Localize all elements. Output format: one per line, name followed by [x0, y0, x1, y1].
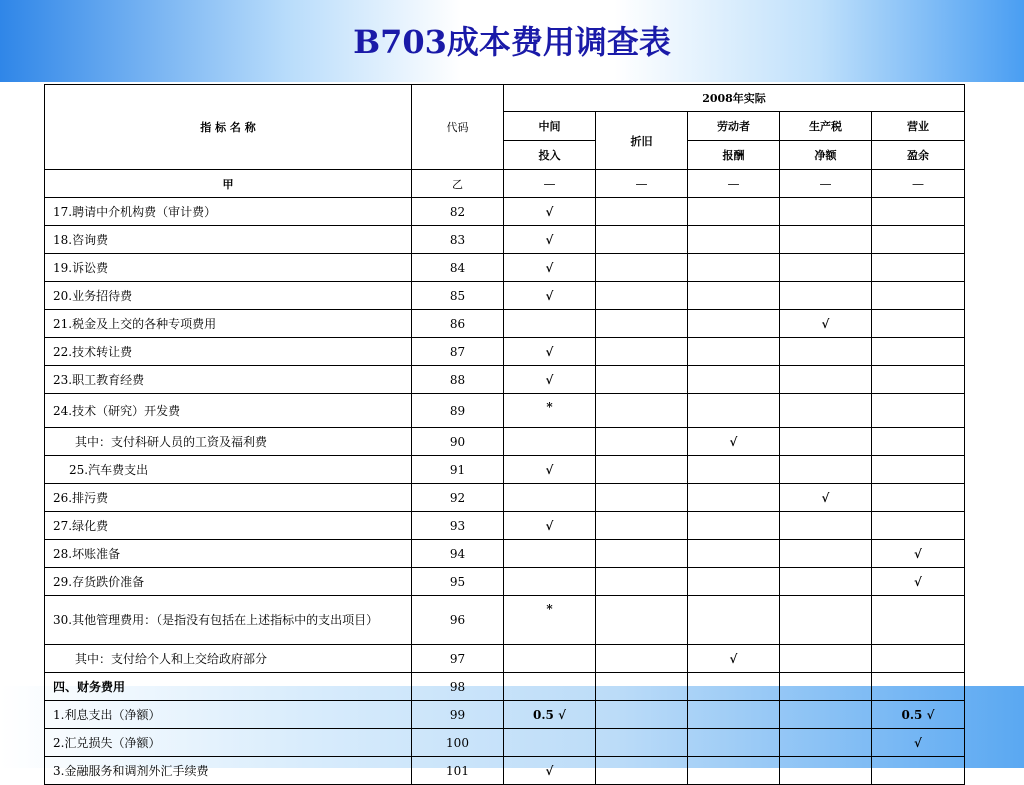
row-code: 92: [412, 484, 504, 512]
row-value-col-1: √: [504, 338, 596, 366]
header-col-1-line1: 中间: [504, 112, 596, 141]
table-row: [45, 198, 965, 226]
table-row: [45, 254, 965, 282]
sub-header-code: 乙: [412, 170, 504, 198]
row-value-col-2: [596, 512, 688, 540]
row-value-col-4: [780, 226, 872, 254]
row-value-col-3: [688, 729, 780, 757]
row-code: 84: [412, 254, 504, 282]
sub-header-row: [45, 170, 965, 198]
row-value-col-2: [596, 226, 688, 254]
table-row: [45, 226, 965, 254]
row-value-col-5: [872, 428, 965, 456]
row-name: 其中：支付科研人员的工资及福利费: [45, 428, 412, 456]
row-value-col-5: [872, 484, 965, 512]
sub-header-dash: —: [504, 170, 596, 198]
row-value-col-3: [688, 338, 780, 366]
table-row: [45, 673, 965, 701]
sub-header-dash: —: [780, 170, 872, 198]
table-row: [45, 757, 965, 785]
header-col-1-line2: 投入: [504, 141, 596, 170]
row-value-col-2: [596, 428, 688, 456]
row-value-col-1: √: [504, 512, 596, 540]
row-value-col-1: √: [504, 226, 596, 254]
row-value-col-5: [872, 456, 965, 484]
row-value-col-1: √: [504, 254, 596, 282]
row-code: 101: [412, 757, 504, 785]
row-value-col-5: [872, 673, 965, 701]
row-value-col-3: [688, 512, 780, 540]
table-row: [45, 729, 965, 757]
row-value-col-5: [872, 198, 965, 226]
row-name: 四、财务费用: [45, 673, 412, 701]
row-name: 2.汇兑损失（净额）: [45, 729, 412, 757]
header-col-4-line2: 净额: [780, 141, 872, 170]
row-name: 18.咨询费: [45, 226, 412, 254]
table-row: [45, 428, 965, 456]
row-name: 3.金融服务和调剂外汇手续费: [45, 757, 412, 785]
row-value-col-5: [872, 394, 965, 428]
row-value-col-3: [688, 394, 780, 428]
row-value-col-4: [780, 729, 872, 757]
row-code: 88: [412, 366, 504, 394]
row-value-col-4: [780, 757, 872, 785]
table-row: [45, 540, 965, 568]
row-value-col-3: √: [688, 645, 780, 673]
row-value-col-2: [596, 701, 688, 729]
row-value-col-2: [596, 484, 688, 512]
row-value-col-5: √: [872, 729, 965, 757]
row-value-col-2: [596, 310, 688, 338]
table-row: [45, 568, 965, 596]
header-col-3-line2: 报酬: [688, 141, 780, 170]
row-value-col-5: 0.5 √: [872, 701, 965, 729]
row-name: 30.其他管理费用：（是指没有包括在上述指标中的支出项目）: [45, 596, 412, 645]
table-row: [45, 701, 965, 729]
table-row: [45, 456, 965, 484]
row-value-col-5: [872, 757, 965, 785]
row-code: 87: [412, 338, 504, 366]
row-code: 93: [412, 512, 504, 540]
row-name: 19.诉讼费: [45, 254, 412, 282]
row-value-col-4: [780, 338, 872, 366]
sub-header-dash: —: [872, 170, 965, 198]
row-value-col-3: [688, 757, 780, 785]
row-value-col-2: [596, 366, 688, 394]
row-value-col-2: [596, 282, 688, 310]
row-value-col-3: [688, 701, 780, 729]
table-row: [45, 394, 965, 428]
header-row-1: [45, 85, 965, 112]
row-value-col-1: [504, 484, 596, 512]
row-value-col-3: [688, 484, 780, 512]
row-value-col-4: [780, 512, 872, 540]
row-value-col-4: [780, 456, 872, 484]
sub-header-dash: —: [596, 170, 688, 198]
row-value-col-2: [596, 568, 688, 596]
row-value-col-2: [596, 254, 688, 282]
row-name: 17.聘请中介机构费（审计费）: [45, 198, 412, 226]
row-value-col-4: [780, 673, 872, 701]
row-value-col-3: [688, 310, 780, 338]
row-value-col-3: [688, 673, 780, 701]
row-name: 27.绿化费: [45, 512, 412, 540]
row-value-col-4: [780, 596, 872, 645]
row-name: 22.技术转让费: [45, 338, 412, 366]
row-value-col-2: [596, 673, 688, 701]
row-name: 23.职工教育经费: [45, 366, 412, 394]
row-code: 85: [412, 282, 504, 310]
row-value-col-2: [596, 456, 688, 484]
row-value-col-3: [688, 254, 780, 282]
row-value-col-5: √: [872, 540, 965, 568]
row-value-col-1: [504, 673, 596, 701]
row-code: 100: [412, 729, 504, 757]
row-value-col-5: [872, 645, 965, 673]
row-value-col-5: [872, 366, 965, 394]
row-value-col-2: [596, 729, 688, 757]
row-value-col-5: [872, 512, 965, 540]
row-value-col-1: √: [504, 366, 596, 394]
header-col-2: 折旧: [596, 112, 688, 170]
row-code: 91: [412, 456, 504, 484]
row-value-col-3: [688, 198, 780, 226]
row-value-col-1: √: [504, 757, 596, 785]
header-col-5-line1: 营业: [872, 112, 965, 141]
row-value-col-1: *: [504, 596, 596, 645]
table-row: [45, 366, 965, 394]
row-code: 95: [412, 568, 504, 596]
row-value-col-4: [780, 254, 872, 282]
table-row: [45, 282, 965, 310]
row-value-col-5: [872, 226, 965, 254]
row-value-col-5: [872, 254, 965, 282]
row-name: 29.存货跌价准备: [45, 568, 412, 596]
row-value-col-1: √: [504, 198, 596, 226]
row-name: 24.技术（研究）开发费: [45, 394, 412, 428]
table-body: [45, 198, 965, 785]
row-value-col-4: [780, 540, 872, 568]
row-value-col-1: √: [504, 282, 596, 310]
row-value-col-4: [780, 282, 872, 310]
row-value-col-2: [596, 645, 688, 673]
row-value-col-1: [504, 729, 596, 757]
row-code: 97: [412, 645, 504, 673]
row-value-col-2: [596, 596, 688, 645]
row-value-col-1: [504, 568, 596, 596]
row-name: 1.利息支出（净额）: [45, 701, 412, 729]
row-name: 25.汽车费支出: [45, 456, 412, 484]
row-value-col-1: √: [504, 456, 596, 484]
row-code: 96: [412, 596, 504, 645]
header-name: 指 标 名 称: [45, 85, 412, 170]
row-value-col-3: [688, 282, 780, 310]
row-value-col-5: [872, 338, 965, 366]
row-value-col-3: √: [688, 428, 780, 456]
row-code: 90: [412, 428, 504, 456]
row-name: 其中：支付给个人和上交给政府部分: [45, 645, 412, 673]
row-code: 98: [412, 673, 504, 701]
row-value-col-1: [504, 310, 596, 338]
row-value-col-1: *: [504, 394, 596, 428]
header-col-3-line1: 劳动者: [688, 112, 780, 141]
row-value-col-2: [596, 757, 688, 785]
row-value-col-4: [780, 366, 872, 394]
row-value-col-2: [596, 394, 688, 428]
row-value-col-5: [872, 282, 965, 310]
row-value-col-3: [688, 226, 780, 254]
row-value-col-5: √: [872, 568, 965, 596]
header-col-4-line1: 生产税: [780, 112, 872, 141]
row-value-col-3: [688, 540, 780, 568]
row-value-col-5: [872, 310, 965, 338]
sub-header-name: 甲: [45, 170, 412, 198]
table-row: [45, 338, 965, 366]
row-value-col-4: √: [780, 484, 872, 512]
row-code: 83: [412, 226, 504, 254]
table-row: [45, 645, 965, 673]
row-value-col-4: [780, 428, 872, 456]
row-code: 99: [412, 701, 504, 729]
sub-header-dash: —: [688, 170, 780, 198]
row-value-col-3: [688, 366, 780, 394]
row-value-col-3: [688, 456, 780, 484]
table-row: [45, 596, 965, 645]
header-col-5-line2: 盈余: [872, 141, 965, 170]
row-value-col-3: [688, 596, 780, 645]
row-value-col-4: [780, 701, 872, 729]
row-code: 86: [412, 310, 504, 338]
row-name: 21.税金及上交的各种专项费用: [45, 310, 412, 338]
row-name: 20.业务招待费: [45, 282, 412, 310]
row-value-col-4: [780, 645, 872, 673]
row-value-col-4: √: [780, 310, 872, 338]
row-value-col-4: [780, 198, 872, 226]
header-group: 2008年实际: [504, 85, 965, 112]
page-title: B703成本费用调查表: [353, 23, 671, 61]
header-code: 代码: [412, 85, 504, 170]
row-name: 28.坏账准备: [45, 540, 412, 568]
row-value-col-4: [780, 394, 872, 428]
row-value-col-1: [504, 540, 596, 568]
row-code: 89: [412, 394, 504, 428]
row-value-col-4: [780, 568, 872, 596]
row-value-col-3: [688, 568, 780, 596]
survey-table: [44, 84, 965, 785]
row-value-col-1: [504, 645, 596, 673]
row-value-col-2: [596, 540, 688, 568]
row-name: 26.排污费: [45, 484, 412, 512]
row-code: 82: [412, 198, 504, 226]
row-value-col-1: 0.5 √: [504, 701, 596, 729]
row-value-col-2: [596, 198, 688, 226]
row-value-col-1: [504, 428, 596, 456]
table-row: [45, 484, 965, 512]
table-row: [45, 310, 965, 338]
table-row: [45, 512, 965, 540]
row-code: 94: [412, 540, 504, 568]
row-value-col-5: [872, 596, 965, 645]
row-value-col-2: [596, 338, 688, 366]
